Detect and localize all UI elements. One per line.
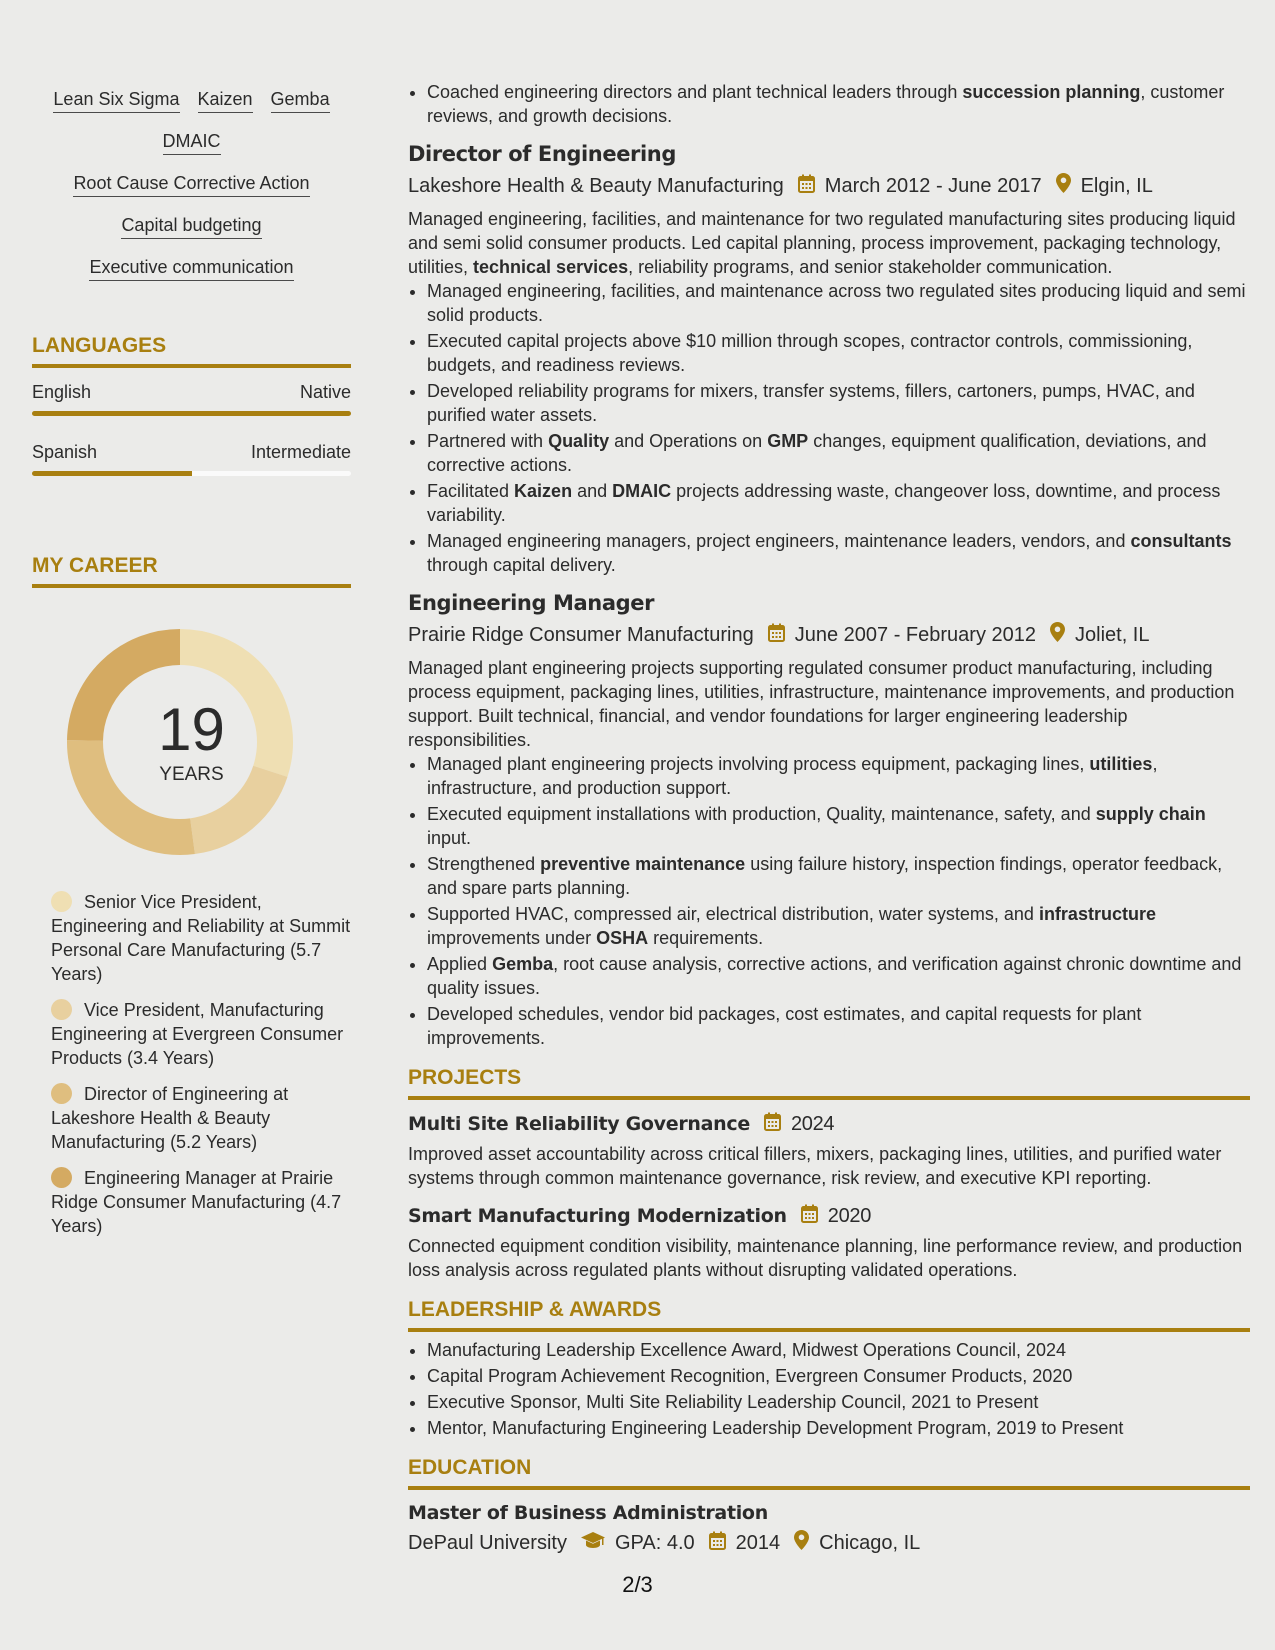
awards-section (408, 1298, 1250, 1440)
career-heading: MY CAREER (32, 554, 351, 588)
bullet-item: • Supported HVAC, compressed air, electrical distribution, water systems, and infrastructure improvements under OSHA requirements. (427, 902, 1250, 950)
skill-tag: Capital budgeting (121, 214, 261, 239)
job-title: Director of Engineering (408, 142, 676, 166)
language-bar-fill (32, 471, 192, 476)
career-years-label: YEARS (159, 764, 224, 785)
gpa: GPA: 4.0 (614, 1531, 695, 1554)
project-description: Connected equipment condition visibility, maintenance planning, line performance review, and production loss analysis across regulated plants without disrupting validated operations. (408, 1236, 1243, 1280)
bullet-item: • Executed equipment installations with production, Quality, maintenance, safety, and supply chain input. (427, 802, 1250, 850)
legend-dot (51, 1083, 72, 1104)
legend-label: Engineering Manager at Prairie Ridge Consumer Manufacturing (4.7 Years) (51, 1168, 342, 1236)
language-name: Spanish (32, 442, 98, 462)
skill-tag: Kaizen (198, 88, 253, 113)
award-item: • Capital Program Achievement Recognition, Evergreen Consumer Products, 2020 (427, 1364, 1250, 1388)
job-meta (408, 622, 1250, 648)
bullet-item: • Managed engineering managers, project engineers, maintenance leaders, vendors, and consultants through capital delivery. (427, 529, 1250, 577)
skill-tag: DMAIC (163, 130, 221, 155)
bullet-item: • Managed engineering, facilities, and maintenance across two regulated sites producing liquid and semi solid products. (427, 279, 1250, 327)
project-description: Improved asset accountability across critical fillers, mixers, packaging lines, utilities, and purified water systems through common maintenance governance, risk review, and executive KPI reporting. (408, 1144, 1222, 1188)
job-entry (408, 591, 1250, 1050)
skill-tag: Executive communication (89, 256, 293, 281)
language-item (32, 442, 351, 476)
bullet-item: • Coached engineering directors and plant technical leaders through succession planning, customer reviews, and growth decisions. (427, 80, 1250, 128)
project-title (408, 1204, 1250, 1228)
job-summary: Managed plant engineering projects supporting regulated consumer product manufacturing, including process equipment, packaging lines, utilities, infrastructure, maintenance improvements, and production support. Built technical, financial, and vendor foundations for larger engineering leadership responsibilities. (408, 658, 1235, 750)
bullet-item: • Developed schedules, vendor bid packages, cost estimates, and capital requests for plant improvements. (427, 1002, 1250, 1050)
award-item: • Mentor, Manufacturing Engineering Leadership Development Program, 2019 to Present (427, 1416, 1250, 1440)
bullet-item: • Applied Gemba, root cause analysis, corrective actions, and verification against chronic downtime and quality issues. (427, 952, 1250, 1000)
education-location: Chicago, IL (819, 1531, 921, 1554)
job-summary: Managed engineering, facilities, and maintenance for two regulated manufacturing sites producing liquid and semi solid consumer products. Led capital planning, process improvement, packaging technology, utilities, technical services, reliability programs, and senior stakeholder communication. (408, 209, 1236, 277)
skill-tag: Root Cause Corrective Action (73, 172, 309, 197)
job-location: Joliet, IL (1075, 623, 1150, 646)
job-title: Engineering Manager (408, 591, 655, 615)
job-location: Elgin, IL (1080, 174, 1153, 197)
education-section (408, 1456, 1250, 1556)
legend-dot (51, 891, 72, 912)
skills-list (32, 80, 351, 290)
job-bullets (408, 279, 1250, 577)
legend-item (51, 1166, 351, 1238)
location-pin-icon (794, 1530, 809, 1556)
project-year: 2020 (827, 1204, 872, 1227)
job-company: Prairie Ridge Consumer Manufacturing (408, 623, 754, 646)
calendar-icon (709, 1531, 726, 1556)
main-content (408, 80, 1250, 1564)
previous-job-bullets (408, 80, 1250, 128)
legend-item (51, 1082, 351, 1154)
bullet-item: • Managed plant engineering projects involving process equipment, packaging lines, utilities, infrastructure, and production support. (427, 752, 1250, 800)
career-section (32, 554, 351, 1238)
language-level: Native (299, 382, 351, 402)
project-title (408, 1112, 1250, 1136)
languages-heading: LANGUAGES (32, 334, 351, 368)
legend-dot (51, 1167, 72, 1188)
job-company: Lakeshore Health & Beauty Manufacturing (408, 174, 784, 197)
bullet-item: • Partnered with Quality and Operations on GMP changes, equipment qualification, deviations, and corrective actions. (427, 429, 1250, 477)
location-pin-icon (1056, 173, 1071, 199)
language-level: Intermediate (250, 442, 351, 462)
legend-label: Vice President, Manufacturing Engineering at Evergreen Consumer Products (3.4 Years) (51, 1000, 344, 1068)
project-name: Multi Site Reliability Governance (408, 1113, 750, 1135)
career-years: 19 (158, 696, 225, 763)
job-entry (408, 142, 1250, 577)
calendar-icon (801, 1204, 818, 1228)
education-heading: EDUCATION (408, 1456, 1250, 1490)
job-dates: June 2007 - February 2012 (794, 623, 1036, 646)
sidebar (32, 80, 351, 1250)
bullet-item: • Strengthened preventive maintenance using failure history, inspection findings, operator feedback, and spare parts planning. (427, 852, 1250, 900)
bullet-item: • Developed reliability programs for mixers, transfer systems, fillers, cartoners, pumps, HVAC, and purified water assets. (427, 379, 1250, 427)
skill-tag: Lean Six Sigma (53, 88, 179, 113)
legend-label: Senior Vice President, Engineering and Reliability at Summit Personal Care Manufacturing (5.7 Years) (51, 892, 351, 984)
school-name: DePaul University (408, 1531, 567, 1554)
award-item: • Manufacturing Leadership Excellence Award, Midwest Operations Council, 2024 (427, 1338, 1250, 1362)
job-meta (408, 173, 1250, 199)
language-bar-fill (32, 411, 351, 416)
calendar-icon (798, 174, 815, 199)
legend-label: Director of Engineering at Lakeshore Health & Beauty Manufacturing (5.2 Years) (51, 1084, 289, 1152)
language-name: English (32, 382, 92, 402)
legend-item (51, 998, 351, 1070)
awards-list (408, 1338, 1250, 1440)
project-year: 2024 (790, 1112, 835, 1135)
languages-section (32, 334, 351, 476)
award-item: • Executive Sponsor, Multi Site Reliability Leadership Council, 2021 to Present (427, 1390, 1250, 1414)
bullet-item: • Facilitated Kaizen and DMAIC projects addressing waste, changeover loss, downtime, and process variability. (427, 479, 1250, 527)
project-name: Smart Manufacturing Modernization (408, 1205, 787, 1227)
projects-heading: PROJECTS (408, 1066, 1250, 1100)
graduation-cap-icon (581, 1531, 605, 1555)
projects-section (408, 1066, 1250, 1282)
language-item (32, 382, 351, 416)
legend-item (51, 890, 351, 986)
career-legend (32, 890, 351, 1238)
bullet-item: • Executed capital projects above $10 million through scopes, contractor controls, commissioning, budgets, and readiness reviews. (427, 329, 1250, 377)
skill-tag: Gemba (271, 88, 330, 113)
job-dates: March 2012 - June 2017 (824, 174, 1042, 197)
calendar-icon (768, 623, 785, 648)
language-bar (32, 471, 351, 476)
calendar-icon (764, 1112, 781, 1136)
page-number: 2/3 (622, 1572, 653, 1597)
location-pin-icon (1050, 622, 1065, 648)
job-bullets (408, 752, 1250, 1050)
education-meta (408, 1530, 1250, 1556)
degree-title: Master of Business Administration (408, 1502, 768, 1524)
language-bar (32, 411, 351, 416)
legend-dot (51, 999, 72, 1020)
awards-heading: LEADERSHIP & AWARDS (408, 1298, 1250, 1332)
career-donut (32, 620, 351, 860)
education-year: 2014 (735, 1531, 781, 1554)
